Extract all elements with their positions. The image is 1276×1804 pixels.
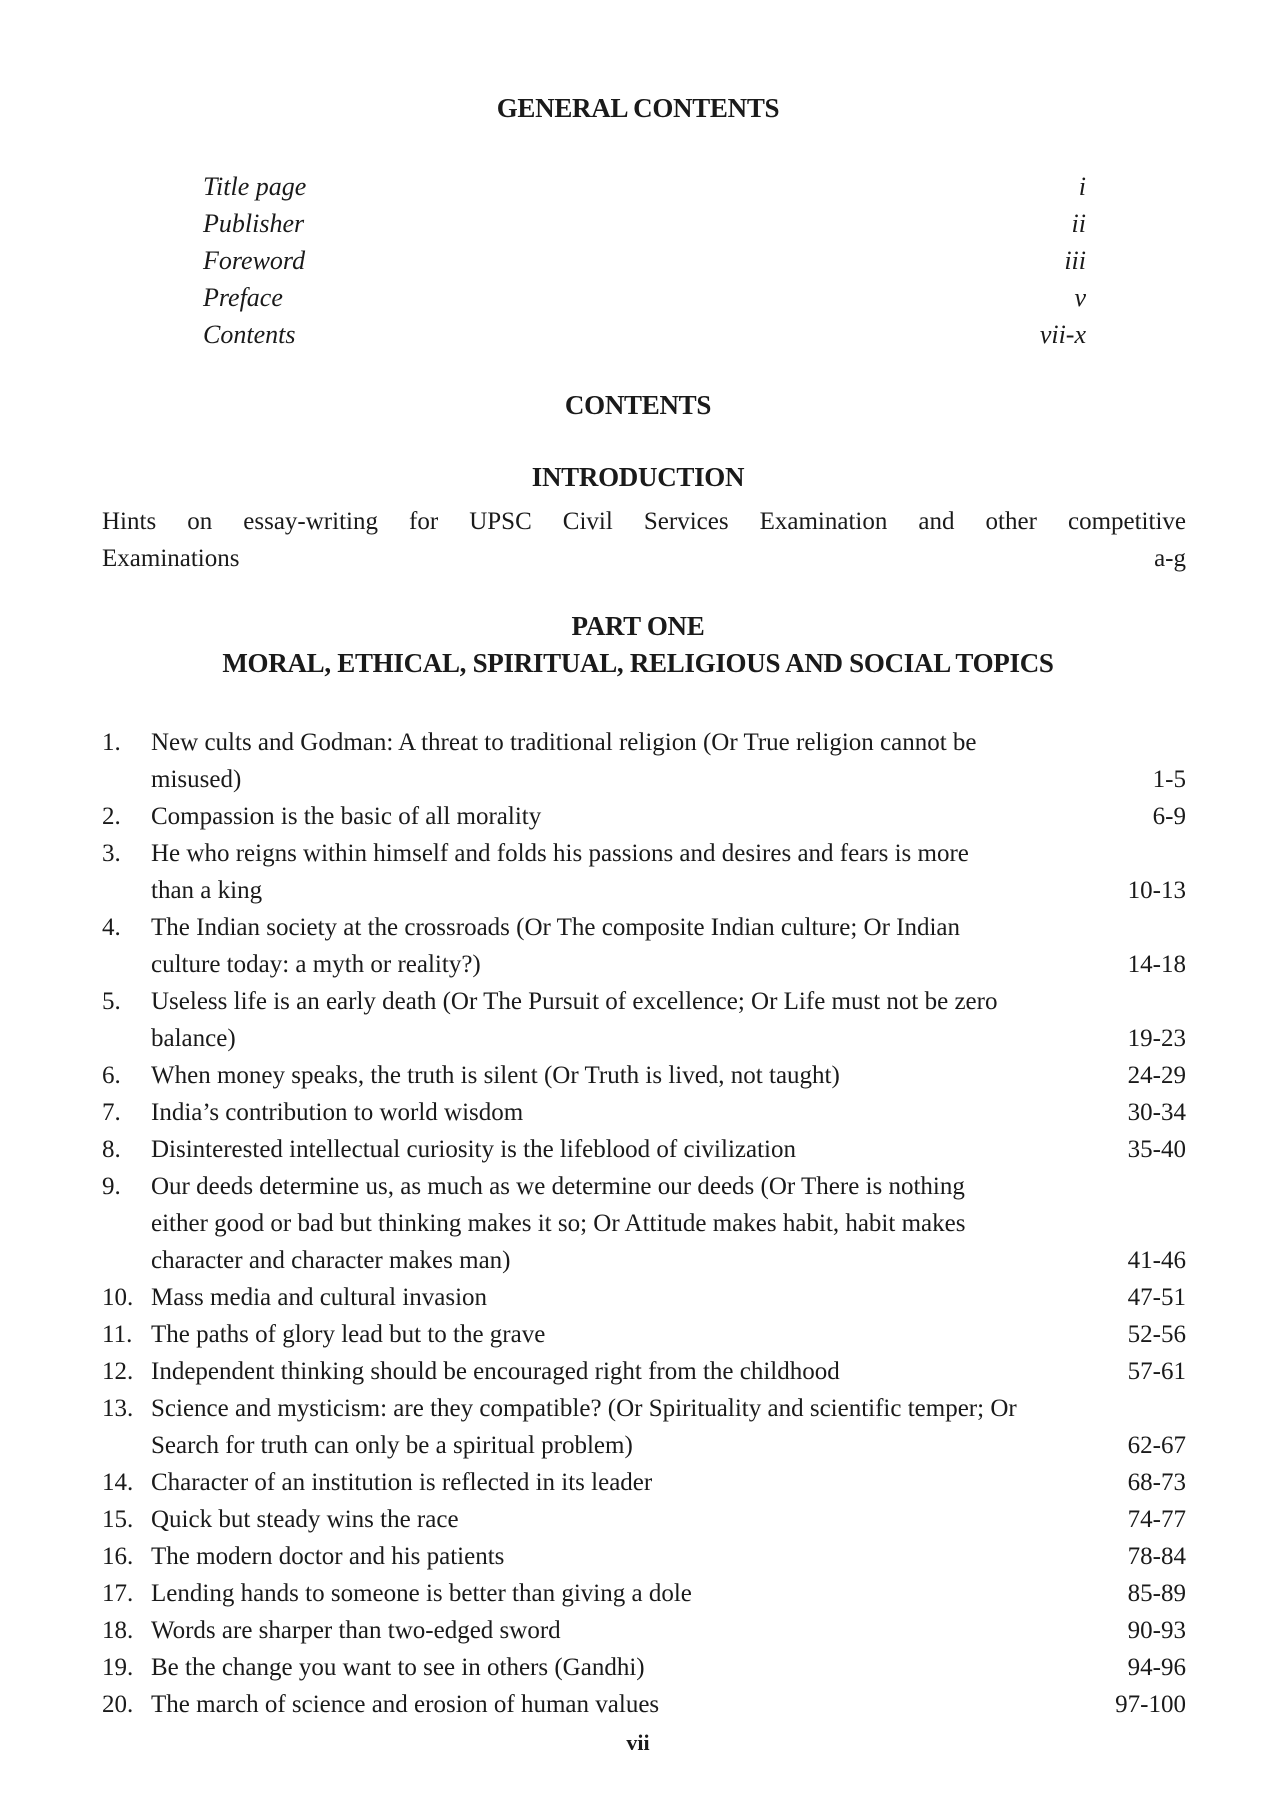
item-title-line: Be the change you want to see in others (Gandhi) bbox=[151, 1654, 645, 1681]
toc-item[interactable] bbox=[102, 798, 1186, 835]
page-range: 24-29 bbox=[1127, 1062, 1186, 1089]
page-ref: i bbox=[1078, 172, 1086, 201]
toc-item[interactable] bbox=[102, 1168, 1186, 1279]
item-last-line bbox=[151, 1649, 1186, 1686]
item-title-line: The modern doctor and his patients bbox=[151, 1543, 505, 1570]
page-ref: v bbox=[1074, 283, 1086, 312]
introduction-heading: INTRODUCTION bbox=[531, 462, 745, 492]
item-number: 11. bbox=[102, 1321, 133, 1348]
toc-item[interactable] bbox=[102, 909, 1186, 983]
item-body bbox=[151, 1279, 1186, 1316]
toc-entry[interactable] bbox=[203, 279, 1086, 316]
general-contents-heading: GENERAL CONTENTS bbox=[496, 93, 780, 123]
item-number: 15. bbox=[102, 1506, 134, 1533]
item-last-line bbox=[151, 1612, 1186, 1649]
item-body bbox=[151, 1501, 1186, 1538]
item-title-line: misused) bbox=[151, 766, 242, 793]
page-range: 97-100 bbox=[1115, 1691, 1186, 1718]
entry-label: Contents bbox=[203, 320, 296, 349]
item-number: 10. bbox=[102, 1284, 134, 1311]
item-last-line bbox=[151, 1427, 1186, 1464]
toc-entry[interactable] bbox=[203, 168, 1086, 205]
item-last-line bbox=[151, 1538, 1186, 1575]
page-range: 10-13 bbox=[1127, 877, 1186, 904]
item-body bbox=[151, 1612, 1186, 1649]
item-last-line bbox=[151, 1686, 1186, 1723]
item-last-line bbox=[151, 1094, 1186, 1131]
toc-item[interactable] bbox=[102, 1316, 1186, 1353]
toc-entry[interactable] bbox=[203, 316, 1086, 353]
item-title-line: than a king bbox=[151, 877, 263, 904]
item-body bbox=[151, 1649, 1186, 1686]
item-title-line: He who reigns within himself and folds his passions and desires and fears is more bbox=[151, 840, 969, 867]
item-number: 1. bbox=[102, 729, 121, 756]
item-title-line: Quick but steady wins the race bbox=[151, 1506, 459, 1533]
introduction-line: Examinations bbox=[102, 545, 240, 572]
toc-item[interactable] bbox=[102, 835, 1186, 909]
item-body bbox=[151, 1464, 1186, 1501]
page-range: a-g bbox=[1154, 545, 1186, 572]
item-body bbox=[151, 1538, 1186, 1575]
page-range: 6-9 bbox=[1152, 803, 1186, 830]
item-number: 19. bbox=[102, 1654, 134, 1681]
toc-item[interactable] bbox=[102, 1464, 1186, 1501]
toc-item[interactable] bbox=[102, 1649, 1186, 1686]
item-number: 14. bbox=[102, 1469, 134, 1496]
item-number: 12. bbox=[102, 1358, 134, 1385]
page-range: 94-96 bbox=[1127, 1654, 1186, 1681]
item-title-line: Character of an institution is reflected in its leader bbox=[151, 1469, 653, 1496]
page-range: 41-46 bbox=[1127, 1247, 1186, 1274]
page-range: 57-61 bbox=[1127, 1358, 1186, 1385]
item-title-line: The march of science and erosion of human values bbox=[151, 1691, 660, 1718]
page-range: 78-84 bbox=[1127, 1543, 1186, 1570]
item-title-line: India’s contribution to world wisdom bbox=[151, 1099, 524, 1126]
item-number: 13. bbox=[102, 1395, 134, 1422]
page-range: 62-67 bbox=[1127, 1432, 1186, 1459]
general-contents-list bbox=[203, 168, 1086, 353]
toc-item[interactable] bbox=[102, 1612, 1186, 1649]
item-body bbox=[151, 1353, 1186, 1390]
toc-entry[interactable] bbox=[203, 205, 1086, 242]
item-title-line: either good or bad but thinking makes it so; Or Attitude makes habit, habit makes bbox=[151, 1210, 966, 1237]
page-range: 35-40 bbox=[1127, 1136, 1186, 1163]
introduction-entry[interactable] bbox=[102, 503, 1186, 577]
item-body bbox=[151, 1316, 1186, 1353]
item-last-line bbox=[151, 1242, 1186, 1279]
item-last-line bbox=[151, 1057, 1186, 1094]
item-body bbox=[151, 983, 1186, 1057]
item-body bbox=[151, 724, 1186, 798]
introduction-line: Hints on essay-writing for UPSC Civil Services Examination and other competitive bbox=[102, 508, 1186, 535]
item-title-line: Search for truth can only be a spiritual problem) bbox=[151, 1432, 633, 1459]
entry-label: Publisher bbox=[203, 209, 305, 238]
item-title-line: The Indian society at the crossroads (Or The composite Indian culture; Or Indian bbox=[151, 914, 961, 941]
item-body bbox=[151, 1686, 1186, 1723]
toc-item[interactable] bbox=[102, 1686, 1186, 1723]
item-body bbox=[151, 1575, 1186, 1612]
item-number: 7. bbox=[102, 1099, 121, 1126]
page-range: 47-51 bbox=[1127, 1284, 1186, 1311]
item-body bbox=[151, 1131, 1186, 1168]
item-title-line: Disinterested intellectual curiosity is the lifeblood of civilization bbox=[151, 1136, 796, 1163]
item-last-line bbox=[151, 761, 1186, 798]
item-number: 6. bbox=[102, 1062, 121, 1089]
toc-item[interactable] bbox=[102, 1575, 1186, 1612]
item-last-line bbox=[151, 1353, 1186, 1390]
page-range: 52-56 bbox=[1127, 1321, 1186, 1348]
page-range: 90-93 bbox=[1127, 1617, 1186, 1644]
item-body bbox=[151, 1094, 1186, 1131]
item-last-line bbox=[151, 1316, 1186, 1353]
item-last-line bbox=[151, 1501, 1186, 1538]
item-last-line bbox=[151, 1575, 1186, 1612]
item-last-line bbox=[151, 872, 1186, 909]
item-last-line bbox=[151, 1131, 1186, 1168]
page-range: 85-89 bbox=[1127, 1580, 1186, 1607]
part-one-heading: PART ONE bbox=[571, 611, 705, 641]
item-number: 9. bbox=[102, 1173, 121, 1200]
item-title-line: Compassion is the basic of all morality bbox=[151, 803, 542, 830]
part-one-items bbox=[102, 724, 1186, 1723]
item-title-line: The paths of glory lead but to the grave bbox=[151, 1321, 546, 1348]
toc-item[interactable] bbox=[102, 1057, 1186, 1094]
toc-item[interactable] bbox=[102, 1353, 1186, 1390]
toc-item[interactable] bbox=[102, 983, 1186, 1057]
item-body bbox=[151, 1390, 1186, 1464]
page-range: 30-34 bbox=[1127, 1099, 1186, 1126]
entry-label: Title page bbox=[203, 172, 307, 201]
page-range: 74-77 bbox=[1127, 1506, 1186, 1533]
item-last-line bbox=[151, 1020, 1186, 1057]
toc-item[interactable] bbox=[102, 1538, 1186, 1575]
toc-item[interactable] bbox=[102, 1131, 1186, 1168]
toc-item[interactable] bbox=[102, 1094, 1186, 1131]
page-range: 14-18 bbox=[1127, 951, 1186, 978]
toc-entry[interactable] bbox=[203, 242, 1086, 279]
item-body bbox=[151, 798, 1186, 835]
item-number: 17. bbox=[102, 1580, 134, 1607]
item-last-line bbox=[151, 798, 1186, 835]
toc-item[interactable] bbox=[102, 1501, 1186, 1538]
item-number: 8. bbox=[102, 1136, 121, 1163]
item-last-line bbox=[151, 1279, 1186, 1316]
item-title-line: When money speaks, the truth is silent (Or Truth is lived, not taught) bbox=[151, 1062, 840, 1089]
item-number: 3. bbox=[102, 840, 121, 867]
toc-item[interactable] bbox=[102, 1390, 1186, 1464]
item-body bbox=[151, 909, 1186, 983]
item-title-line: balance) bbox=[151, 1025, 236, 1052]
page-ref: vii-x bbox=[1039, 320, 1086, 349]
item-number: 16. bbox=[102, 1543, 134, 1570]
item-body bbox=[151, 1168, 1186, 1279]
item-title-line: Words are sharper than two-edged sword bbox=[151, 1617, 561, 1644]
toc-item[interactable] bbox=[102, 1279, 1186, 1316]
item-title-line: character and character makes man) bbox=[151, 1247, 511, 1274]
item-last-line bbox=[151, 946, 1186, 983]
item-title-line: culture today: a myth or reality?) bbox=[151, 951, 481, 978]
item-title-line: Lending hands to someone is better than giving a dole bbox=[151, 1580, 692, 1607]
item-number: 20. bbox=[102, 1691, 134, 1718]
page-ref: iii bbox=[1064, 246, 1086, 275]
entry-label: Foreword bbox=[203, 246, 306, 275]
item-title-line: Our deeds determine us, as much as we determine our deeds (Or There is nothing bbox=[151, 1173, 965, 1200]
entry-label: Preface bbox=[203, 283, 283, 312]
item-body bbox=[151, 1057, 1186, 1094]
toc-item[interactable] bbox=[102, 724, 1186, 798]
item-body bbox=[151, 835, 1186, 909]
page-range: 68-73 bbox=[1127, 1469, 1186, 1496]
item-number: 5. bbox=[102, 988, 121, 1015]
item-title-line: New cults and Godman: A threat to traditional religion (Or True religion cannot be bbox=[151, 729, 977, 756]
page-range: 1-5 bbox=[1152, 766, 1186, 793]
item-last-line bbox=[151, 1464, 1186, 1501]
item-title-line: Useless life is an early death (Or The Pursuit of excellence; Or Life must not be zero bbox=[151, 988, 998, 1015]
page-range: 19-23 bbox=[1127, 1025, 1186, 1052]
item-title-line: Independent thinking should be encouraged right from the childhood bbox=[151, 1358, 840, 1385]
part-one-subtitle: MORAL, ETHICAL, SPIRITUAL, RELIGIOUS AND SOCIAL TOPICS bbox=[222, 648, 1054, 678]
item-title-line: Science and mysticism: are they compatible? (Or Spirituality and scientific temper; Or bbox=[151, 1395, 1017, 1422]
page-ref: ii bbox=[1071, 209, 1086, 238]
item-number: 18. bbox=[102, 1617, 134, 1644]
item-title-line: Mass media and cultural invasion bbox=[151, 1284, 488, 1311]
contents-heading: CONTENTS bbox=[564, 390, 712, 420]
page-number: vii bbox=[626, 1730, 650, 1755]
item-number: 2. bbox=[102, 803, 121, 830]
item-number: 4. bbox=[102, 914, 121, 941]
